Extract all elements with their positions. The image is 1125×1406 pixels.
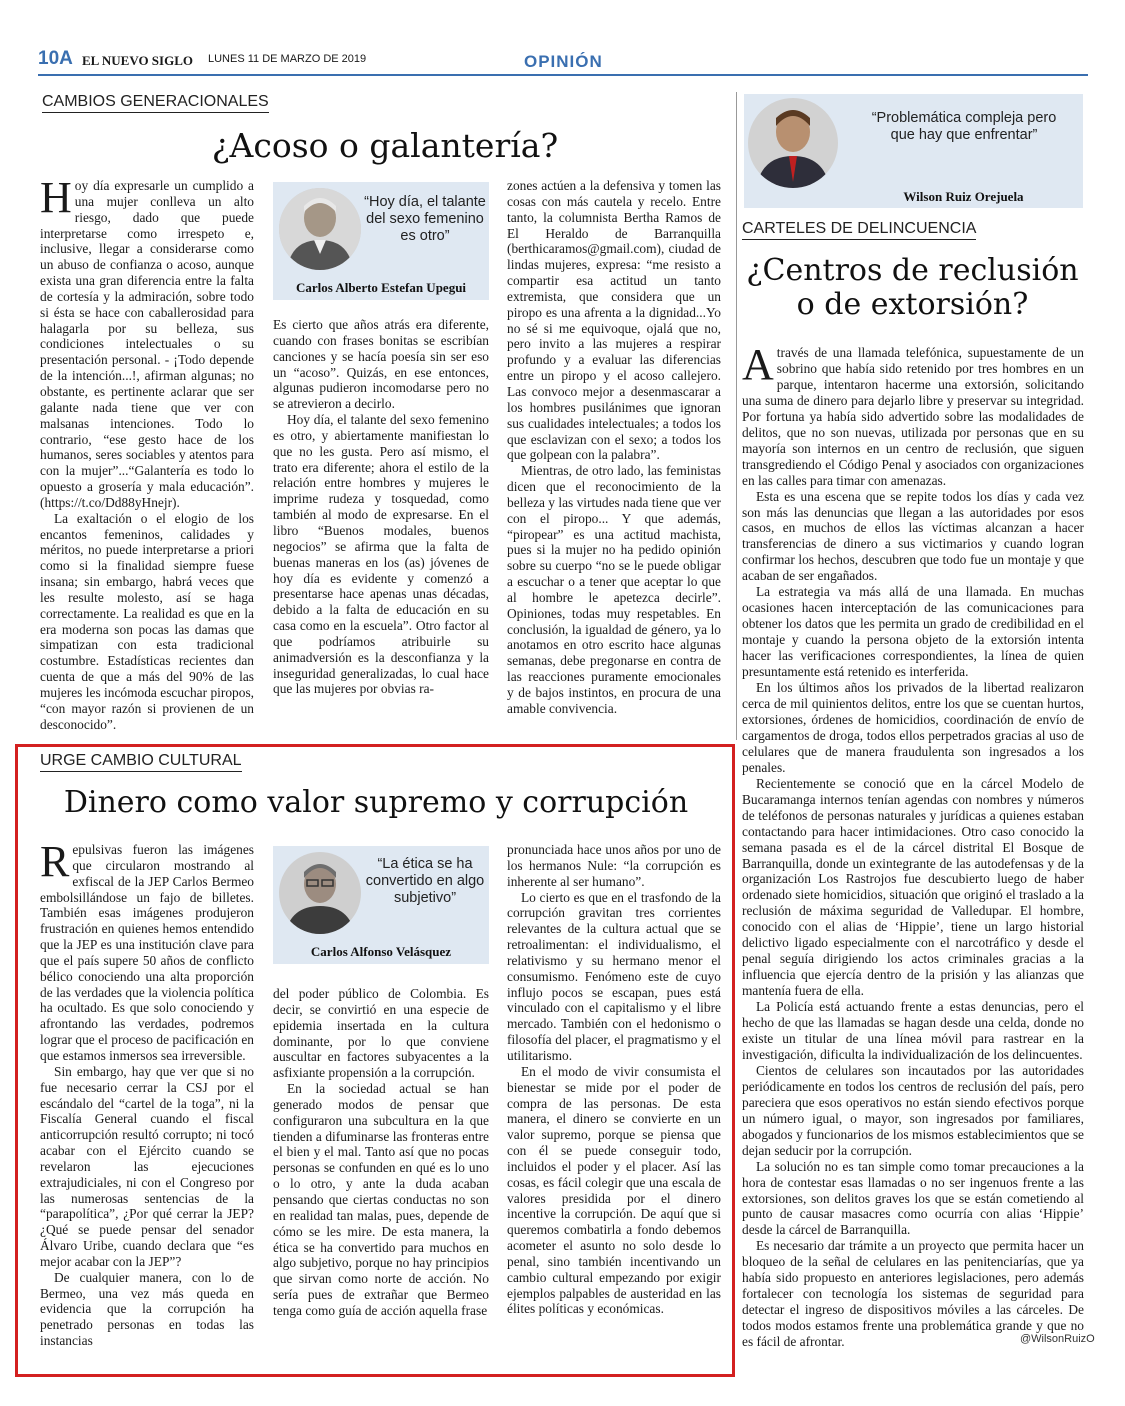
article1-paragraph: Hoy día, el talante del sexo femenino es otro, y abiertamente manifiestan lo que no les gusta. Pero así mismo, el trato era diferente; ahora el estilo de la relación entre hombres y mujeres le imprime rudeza y tosquedad, como también al modo de expresarse. En el libro “Buenos modales, buenos negocios” se afirma que la falta de buenas maneras en los (as) jóvenes de hoy día es evidente y comenzó a presentarse hace apenas unas décadas, debido a la falta de educación en su casa como en la escuela”. Otro factor al que podríamos atribuirle su animadversión es la desconfianza y la inseguridad generalizadas, lo cual hace que las mujeres por obvias ra- — [273, 412, 489, 697]
article3-paragraph: Es necesario dar trámite a un proyecto que permita hacer un bloqueo de la señal de celulares en las penitenciarías, que ya había sido propuesto en anteriores legislaciones, pero además fortalecer con tecnología los sistemas de seguridad para detectar el ingreso de dispositivos móviles a las cárceles. De todos modos estamos frente una problemática grande y que no es fácil de afrontar. — [742, 1238, 1084, 1350]
author-photo — [748, 98, 838, 188]
article1-column-3 — [507, 178, 721, 728]
article2-author-box — [273, 846, 489, 964]
article1-paragraph: zones actúen a la defensiva y tomen las cosas con más cautela y recelo. Entre tanto, la columnista Bertha Ramos de El Heraldo de Barranquilla (berthicaramos@gmail.com), ciudad de lindas mujeres, expresa: “me resisto a compartir esa actitud un tanto extremista, que considera que un piropo es una afrenta a la dignidad...Yo no sé si me equivoque, ojalá que no, pero invito a las mujeres a respirar profundo y a evaluar las diferencias entre un piropo y el acoso callejero. Las convoco mejor a desenmascarar a los hombres pusilánimes que ignoran sus cualidades intelectuales; a todos los que esclavizan con el sexo; a todos los que golpean con la palabra”. — [507, 178, 721, 463]
article1-paragraph: La exaltación o el elogio de los encantos femeninos, calidades y méritos, no puede interpretarse a priori como si la finalidad siempre fuese insana; sin embargo, habrá veces que les resulte molesto, así se haga correctamente. La realidad es que en la era moderna son pocas las damas que simpatizan con esta tradicional costumbre. Estadísticas recientes dan cuenta de que a más del 90% de las mujeres les incómoda escuchar piropos, “con mayor razón si provienen de un desconocido”. — [40, 510, 254, 732]
article1-paragraph: oy día expresarle un cumplido a una mujer conlleva un alto riesgo, dado que puede interpretarse como irrespeto e, inclusive, llegar a considerarse como un abuso de confianza o acoso, aunque exista una gran diferencia entre la falta de cortesía y la admiración, sobre todo si ésta se hace con caballerosidad para halagarla por su belleza, sus condiciones intelectuales o su presentación personal. - ¡Todo depende de la intención...!, afirman algunas; no obstante, es pertinente aclarar que ser galante nada tiene que ver con malsanas intenciones. Todo lo contrario, “ese gesto hace de los humanos, seres sociables y atentos para con la mujer”...“Galantería es todo lo opuesto a grosería y mala educación”. (https://t.co/Dd88yHnejr). — [40, 178, 254, 510]
author-photo — [279, 852, 361, 934]
article1-headline: ¿Acoso o galantería? — [211, 126, 559, 165]
article1-column-1 — [40, 173, 254, 732]
article3-paragraph: Cientos de celulares son incautados por las autoridades periódicamente en todos los centros de reclusión del país, pero pareciera que esos operativos no están siendo efectivos porque un número igual, o mayor, son ingresados por familiares, abogados y funcionarios de los mismos establecimientos que se dejan seducir por la corrupción. — [742, 1062, 1084, 1158]
article2-paragraph: De cualquier manera, con lo de Bermeo, una vez más queda en evidencia que la corrupción ha penetrado personas en todas las instancias — [40, 1269, 254, 1349]
column-divider — [736, 92, 737, 740]
article3-paragraph: La Policía está actuando frente a estas denuncias, pero el hecho de que las llamadas se hagan desde una celda, donde no existe un titular de una línea móvil para rastrear en la investigación, dificulta la individualización de los delincuentes. — [742, 999, 1084, 1062]
article3-paragraph: En los últimos años los privados de la libertad realizaron cerca de mil quinientos delitos, entre los que se cuentan hurtos, extorsiones, órdenes de homicidios, coordinación de envío de cargamentos de droga, todos ellos perpetrados gracias al uso de celulares que de manera fraudulenta son ingresados a los penales. — [742, 680, 1084, 775]
article2-dropcap: R — [40, 837, 70, 886]
article3-author-quote: “Problemática compleja pero que hay que enfrentar” — [871, 110, 1057, 143]
article3-headline-line2: o de extorsión? — [796, 286, 1029, 322]
article2-paragraph: En la sociedad actual se han generado modos de pensar que configuraron una subcultura en la que tienden a difuminarse las fronteras entre el bien y el mal. Tanto así que no pocas personas se confunden en qué es lo uno o lo otro, y ante la duda acaban pensando que ciertas conductas no son en realidad tan malas, pues, depende de cómo se les mire. De esta manera, la ética se ha convertido para muchos en algo subjetivo, porque no hay principios que sirvan como norte de acción. No sería pues de extrañar que Bermeo tenga como guía de acción aquella frase — [273, 1081, 489, 1318]
article3-paragraph: Recientemente se conoció que en la cárcel Modelo de Bucaramanga internos tenían agendas con nombres y números de teléfonos de personas naturales y jurídicas a quienes estaban contactando para hacer intimidaciones. Otro caso conocido la semana pasada es el de la cárcel distrital El Bosque de Barranquilla, donde un exintegrante de las autodefensas y de la organización Los Rastrojos fue descubierto luego de haber ordenado siete homicidios, situación que originó el traslado a la reclusión de máxima seguridad de Valledupar. El hombre, conocido con el alias de ‘Hippie’, tiene un largo historial delictivo ligado especialmente con el narcotráfico y desde el penal seguía dirigiendo los actos criminales gracias a la influencia que ejercía dentro de la prisión y las alianzas que mantenía fuera de ella. — [742, 775, 1084, 999]
article3-paragraph: través de una llamada telefónica, supuestamente de un sobrino que había sido retenido por tres hombres en un parque, intentaron hacerme una extorsión, solicitando una suma de dinero para dejarlo libre y preservar su integridad. Por fortuna ya había sido advertido sobre las modalidades de delitos, que no son nuevas, utilizada por personas que en su mayoría son internos en un centro de reclusión, que siguen transgrediendo el Código Penal y asociados con organizaciones en las calles para timar con amenazas. — [742, 345, 1084, 488]
article3-author-box — [744, 94, 1083, 208]
article1-dropcap: H — [40, 173, 72, 222]
article3-paragraph: La estrategia va más allá de una llamada. En muchas ocasiones hacen interceptación de las comunicaciones para obtener los datos que les permita un grado de credibilidad en el montaje y cuando la persona objeto de la extorsión intenta hacer las verificaciones correspondientes, la línea de quien presuntamente está retenido es interferida. — [742, 584, 1084, 680]
article2-paragraph: epulsivas fueron las imágenes que circularon mostrando al exfiscal de la JEP Carlos Bermeo embolsillándose un fajo de billetes. También esas imágenes produjeron frustración en quienes hemos entendido que la JEP es una institución clave para que el país supere 50 años de conflicto bélico conociendo una alta proporción de las verdades que la violencia política ha ocultado. Es que solo conociendo y afrontando las verdades, podremos lograr que el proceso de pacificación en que estamos inmersos sea irreversible. — [40, 842, 254, 1063]
paper-name: EL NUEVO SIGLO — [82, 53, 193, 68]
article1-paragraph: Mientras, de otro lado, las feministas dicen que el reconocimiento de la belleza y las virtudes nada tiene que ver con el piropo... Y que además, “piropear” es una actitud machista, pues si la mujer no ha pedido opinión sobre su cuerpo “no se le puede obligar a escuchar o a tener que aceptar lo que al hombre le apetezca decirle”. Opiniones, todas muy respetables. En conclusión, la igualdad de género, ya lo anotamos en otro escrito hace algunas semanas, debe pregonarse en contra de las reacciones puramente emocionales y de bajos instintos, en procura de una amable convivencia. — [507, 463, 721, 716]
article1-author-box — [273, 182, 489, 300]
article3-dropcap: A — [742, 340, 774, 389]
article1-author-name: Carlos Alberto Estefan Upegui — [295, 280, 467, 295]
article2-column-2 — [273, 986, 489, 1350]
article2-column-3 — [507, 842, 721, 1350]
article1-column-2 — [273, 317, 489, 727]
article3-headline-line1: ¿Centros de reclusión — [746, 253, 1079, 288]
masthead — [38, 48, 1088, 76]
article2-author-quote: “La ética se ha convertido en algo subjetivo” — [365, 856, 485, 906]
article3-author-name: Wilson Ruiz Orejuela — [903, 189, 1024, 204]
article2-paragraph: Lo cierto es que en el trasfondo de la corrupción gravitan tres corrientes relevantes de la cultura actual que se retroalimentan: el individualismo, el relativismo y su hermano menor el consumismo. Fenómeno este de cuyo influjo pocos se escapan, pues está vinculado con el capitalismo y el libre mercado. También con el hedonismo o filosofía del placer, el pragmatismo y el utilitarismo. — [507, 889, 721, 1063]
article3-paragraph: Esta es una escena que se repite todos los días y cada vez son más las denuncias que llegan a las autoridades por esos casos, en muchos de ellos las víctimas alcanzan a hacer transferencias de dinero a sus victimarios y cuando logran confirmar los hechos, descubren que todo fue un montaje y que acaban de ser engañados. — [742, 488, 1084, 584]
section-name: OPINIÓN — [524, 52, 603, 71]
article2-paragraph: pronunciada hace unos años por uno de los hermanos Nule: “la corrupción es inherente al ser humano”. — [507, 842, 721, 889]
article2-paragraph: Sin embargo, hay que ver que si no fue necesario cerrar la CSJ por el escándalo del “cartel de la toga”, ni la Fiscalía General cuando el fiscal anticorrupción resultó corrupto; ni tocó acabar con el Ejército cuando se revelaron las ejecuciones extrajudiciales, ni con el Congreso por las numerosas sentencias de la “parapolítica”, ¿Por qué cerrar la JEP? ¿Qué se puede pensar del senador Álvaro Uribe, cuando declara que “es mejor acabar con la JEP”? — [40, 1063, 254, 1269]
article3-paragraph: La solución no es tan simple como tomar precauciones a la hora de contestar esas llamadas o no ser ingenuos frente a las extorsiones, son delitos graves los que se están cometiendo al punto de causar masacres como ocurría con alias ‘Hippie’ desde la cárcel de Barranquilla. — [742, 1158, 1084, 1238]
issue-date: LUNES 11 DE MARZO DE 2019 — [208, 53, 367, 65]
article2-kicker: URGE CAMBIO CULTURAL — [40, 752, 242, 772]
article1-paragraph: Es cierto que años atrás era diferente, cuando con frases bonitas se escribían canciones y se hacía poesía sin ser eso un “acoso”. Quizás, en ese entonces, algunas pudieron incomodarse pero no se atrevieron a decirlo. — [273, 317, 489, 412]
author-photo — [279, 188, 361, 270]
article2-paragraph: del poder público de Colombia. Es decir, se convirtió en una especie de epidemia insertada en la cultura dominante, por lo que conviene auscultar en factores subyacentes a la asfixiante propensión a la corrupción. — [273, 986, 489, 1081]
article1-kicker: CAMBIOS GENERACIONALES — [42, 93, 269, 113]
article2-author-name: Carlos Alfonso Velásquez — [310, 944, 452, 959]
article3-headline — [740, 254, 1085, 321]
page-number: 10A — [38, 48, 73, 69]
article2-headline: Dinero como valor supremo y corrupción — [63, 785, 689, 820]
article2-column-1 — [40, 837, 254, 1350]
article3-kicker: CARTELES DE DELINCUENCIA — [742, 220, 976, 240]
article1-author-quote: “Hoy día, el talante del sexo femenino es otro” — [364, 194, 486, 244]
article2-paragraph: En el modo de vivir consumista el bienestar se mide por el poder de compra de las personas. De esta manera, el dinero se convierte en un valor supremo, porque se piensa que con él se puede conseguir todo, incluidos el poder y el placer. Así las cosas, es fácil colegir que una escala de valores presidida por el dinero incentive la corrupción. De aquí que si queremos combatirla a fondo debemos acometer el asunto no solo desde lo penal, sino también incentivando un cambio cultural empezando por exigir ejemplos palpables de austeridad en las élites políticas y económicas. — [507, 1063, 721, 1317]
author-twitter-credit: @WilsonRuizO — [1020, 1333, 1095, 1345]
